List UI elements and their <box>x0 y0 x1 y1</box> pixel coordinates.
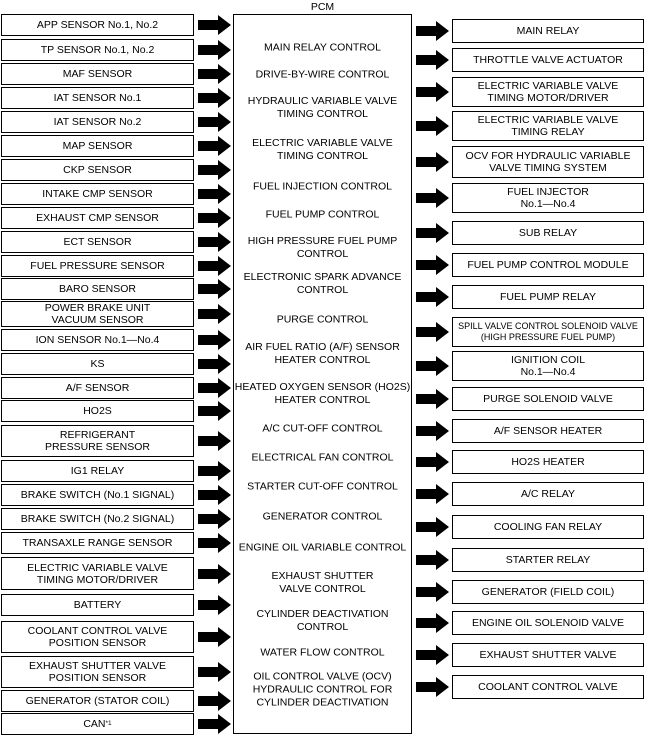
output-box <box>452 221 644 245</box>
output-arrow <box>416 484 449 504</box>
input-label: ECT SENSOR <box>63 236 132 248</box>
can-footnote-mark: *1 <box>105 720 112 727</box>
output-arrow <box>416 50 449 70</box>
input-label: COOLANT CONTROL VALVE POSITION SENSOR <box>27 625 168 649</box>
input-box <box>1 159 194 181</box>
input-box <box>1 690 194 712</box>
input-label: MAP SENSOR <box>62 140 133 152</box>
output-arrow <box>416 517 449 537</box>
pcm-function-label: WATER FLOW CONTROL <box>260 646 385 659</box>
input-label: POWER BRAKE UNIT VACUUM SENSOR <box>44 302 151 326</box>
output-label: MAIN RELAY <box>516 25 580 37</box>
output-box <box>452 450 644 474</box>
pcm-function-label: PURGE CONTROL <box>276 313 369 326</box>
output-box <box>452 285 644 309</box>
input-arrow <box>198 354 231 374</box>
output-label: PURGE SOLENOID VALVE <box>483 393 613 405</box>
pcm-function-label: HYDRAULIC VARIABLE VALVE TIMING CONTROL <box>247 95 398 120</box>
input-arrow <box>198 304 231 324</box>
output-arrow <box>416 356 449 376</box>
output-label: THROTTLE VALVE ACTUATOR <box>473 54 623 66</box>
output-arrow <box>416 116 449 136</box>
output-box <box>452 253 644 277</box>
input-label: BRAKE SWITCH (No.2 SIGNAL) <box>20 513 175 525</box>
input-label: KS <box>90 358 105 370</box>
pcm-function-label: ELECTRICAL FAN CONTROL <box>251 451 394 464</box>
input-box <box>1 656 194 688</box>
output-arrow <box>416 389 449 409</box>
input-label: MAF SENSOR <box>62 68 133 80</box>
input-box <box>1 207 194 229</box>
input-arrow <box>198 208 231 228</box>
input-label: BRAKE SWITCH (No.1 SIGNAL) <box>20 489 175 501</box>
output-box <box>452 111 644 141</box>
input-box <box>1 377 194 399</box>
input-arrow <box>198 256 231 276</box>
pcm-function-label: CYLINDER DEACTIVATION CONTROL <box>256 608 389 633</box>
input-arrow <box>198 431 231 451</box>
input-box <box>1 484 194 506</box>
input-label: REFRIGERANT PRESSURE SENSOR <box>44 429 151 453</box>
pcm-function-label: EXHAUST SHUTTER VALVE CONTROL <box>271 570 374 595</box>
input-box <box>1 39 194 61</box>
input-arrow <box>198 15 231 35</box>
output-arrow <box>416 223 449 243</box>
pcm-function-label: DRIVE-BY-WIRE CONTROL <box>255 68 390 81</box>
output-arrow <box>416 452 449 472</box>
input-label: BARO SENSOR <box>58 283 137 295</box>
input-arrow <box>198 160 231 180</box>
output-label: ELECTRIC VARIABLE VALVE TIMING MOTOR/DRIVER <box>477 80 619 104</box>
output-arrow <box>416 255 449 275</box>
input-label: ION SENSOR No.1—No.4 <box>35 334 160 346</box>
input-box <box>1 425 194 457</box>
output-arrow <box>416 21 449 41</box>
output-box <box>452 48 644 72</box>
output-box <box>452 515 644 539</box>
output-arrow <box>416 421 449 441</box>
input-box <box>1 231 194 253</box>
output-arrow <box>416 582 449 602</box>
input-arrow <box>198 136 231 156</box>
input-arrow <box>198 485 231 505</box>
input-arrow <box>198 564 231 584</box>
input-arrow <box>198 509 231 529</box>
output-arrow <box>416 287 449 307</box>
output-box <box>452 643 644 667</box>
pcm-function-label: ELECTRONIC SPARK ADVANCE CONTROL <box>243 271 402 296</box>
output-label: EXHAUST SHUTTER VALVE <box>479 649 617 661</box>
input-arrow <box>198 662 231 682</box>
input-box <box>1 621 194 653</box>
pcm-function-label: HEATED OXYGEN SENSOR (HO2S) HEATER CONTROL <box>234 381 411 406</box>
input-label: HO2S <box>83 405 112 417</box>
input-label: FUEL PRESSURE SENSOR <box>30 260 165 272</box>
input-arrow <box>198 40 231 60</box>
output-box <box>452 675 644 699</box>
input-box <box>1 278 194 300</box>
input-arrow <box>198 461 231 481</box>
output-label: STARTER RELAY <box>505 554 591 566</box>
output-label: IGNITION COIL No.1—No.4 <box>510 354 586 378</box>
input-box <box>1 532 194 554</box>
input-box <box>1 301 194 327</box>
input-arrow <box>198 88 231 108</box>
output-box <box>452 548 644 572</box>
input-label: A/F SENSOR <box>65 382 130 394</box>
input-box <box>1 14 194 36</box>
output-box <box>452 19 644 43</box>
output-label: ELECTRIC VARIABLE VALVE TIMING RELAY <box>477 114 619 138</box>
output-label: GENERATOR (FIELD COIL) <box>481 586 615 598</box>
input-arrow <box>198 714 231 734</box>
output-label: A/F SENSOR HEATER <box>493 425 603 437</box>
output-box <box>452 77 644 107</box>
output-label: OCV FOR HYDRAULIC VARIABLE VALVE TIMING SYSTEM <box>465 150 631 174</box>
output-label: FUEL PUMP RELAY <box>499 291 597 303</box>
output-label: ENGINE OIL SOLENOID VALVE <box>471 617 625 629</box>
input-label: IAT SENSOR No.2 <box>53 116 142 128</box>
output-arrow <box>416 188 449 208</box>
input-box <box>1 111 194 133</box>
output-label: COOLING FAN RELAY <box>493 521 603 533</box>
output-box <box>452 146 644 178</box>
input-arrow <box>198 112 231 132</box>
input-arrow <box>198 401 231 421</box>
input-box <box>1 87 194 109</box>
input-arrow <box>198 64 231 84</box>
output-label: SPILL VALVE CONTROL SOLENOID VALVE (HIGH PRESSURE FUEL PUMP) <box>458 321 638 342</box>
output-box <box>452 387 644 411</box>
input-box <box>1 400 194 422</box>
pcm-function-label: FUEL PUMP CONTROL <box>265 208 380 221</box>
output-box <box>452 317 644 347</box>
pcm-function-label: ENGINE OIL VARIABLE CONTROL <box>238 541 407 554</box>
output-box <box>452 482 644 506</box>
pcm-function-label: MAIN RELAY CONTROL <box>264 41 381 54</box>
input-arrow <box>198 378 231 398</box>
input-arrow <box>198 533 231 553</box>
output-box <box>452 419 644 443</box>
input-box <box>1 329 194 351</box>
can-input-box <box>1 713 194 735</box>
input-label: BATTERY <box>73 599 122 611</box>
output-label: A/C RELAY <box>520 488 576 500</box>
input-label: GENERATOR (STATOR COIL) <box>25 695 170 707</box>
input-label: INTAKE CMP SENSOR <box>42 188 153 200</box>
input-label: TP SENSOR No.1, No.2 <box>40 44 155 56</box>
input-label: TRANSAXLE RANGE SENSOR <box>22 537 173 549</box>
pcm-function-label: ELECTRIC VARIABLE VALVE TIMING CONTROL <box>252 137 393 162</box>
output-box <box>452 580 644 604</box>
output-label: COOLANT CONTROL VALVE <box>478 681 618 693</box>
output-label: SUB RELAY <box>518 227 578 239</box>
input-box <box>1 594 194 616</box>
pcm-function-label: HIGH PRESSURE FUEL PUMP CONTROL <box>247 235 398 260</box>
input-box <box>1 557 194 590</box>
pcm-function-label: OIL CONTROL VALVE (OCV) HYDRAULIC CONTROL FOR CYLINDER DEACTIVATION <box>252 670 393 709</box>
output-arrow <box>416 82 449 102</box>
output-label: FUEL INJECTOR No.1—No.4 <box>507 186 589 210</box>
output-label: HO2S HEATER <box>511 456 585 468</box>
input-label: CKP SENSOR <box>63 164 132 176</box>
input-arrow <box>198 232 231 252</box>
input-arrow <box>198 595 231 615</box>
input-box <box>1 135 194 157</box>
input-arrow <box>198 184 231 204</box>
input-box <box>1 183 194 205</box>
input-arrow <box>198 627 231 647</box>
input-label: EXHAUST SHUTTER VALVE POSITION SENSOR <box>28 660 167 684</box>
input-label: EXHAUST CMP SENSOR <box>36 212 159 224</box>
input-label: ELECTRIC VARIABLE VALVE TIMING MOTOR/DRIVER <box>27 561 168 586</box>
input-box <box>1 255 194 277</box>
output-box <box>452 611 644 635</box>
pcm-title: PCM <box>310 1 335 13</box>
input-box <box>1 353 194 375</box>
output-box <box>452 183 644 213</box>
output-arrow <box>416 322 449 342</box>
pcm-function-label: AIR FUEL RATIO (A/F) SENSOR HEATER CONTROL <box>245 341 400 366</box>
output-arrow <box>416 550 449 570</box>
input-arrow <box>198 691 231 711</box>
input-box <box>1 63 194 85</box>
input-label: APP SENSOR No.1, No.2 <box>36 19 159 31</box>
input-arrow <box>198 330 231 350</box>
input-box <box>1 508 194 530</box>
input-label: IG1 RELAY <box>70 465 125 477</box>
output-arrow <box>416 645 449 665</box>
input-label: IAT SENSOR No.1 <box>53 92 142 104</box>
pcm-function-label: GENERATOR CONTROL <box>262 510 383 523</box>
pcm-function-label: FUEL INJECTION CONTROL <box>252 180 393 193</box>
output-arrow <box>416 613 449 633</box>
pcm-function-label: STARTER CUT-OFF CONTROL <box>247 480 398 493</box>
input-arrow <box>198 279 231 299</box>
output-arrow <box>416 677 449 697</box>
input-box <box>1 460 194 482</box>
output-arrow <box>416 152 449 172</box>
input-label: CAN <box>83 718 106 730</box>
pcm-function-label: A/C CUT-OFF CONTROL <box>262 422 383 435</box>
output-label: FUEL PUMP CONTROL MODULE <box>467 259 629 271</box>
output-box <box>452 351 644 381</box>
